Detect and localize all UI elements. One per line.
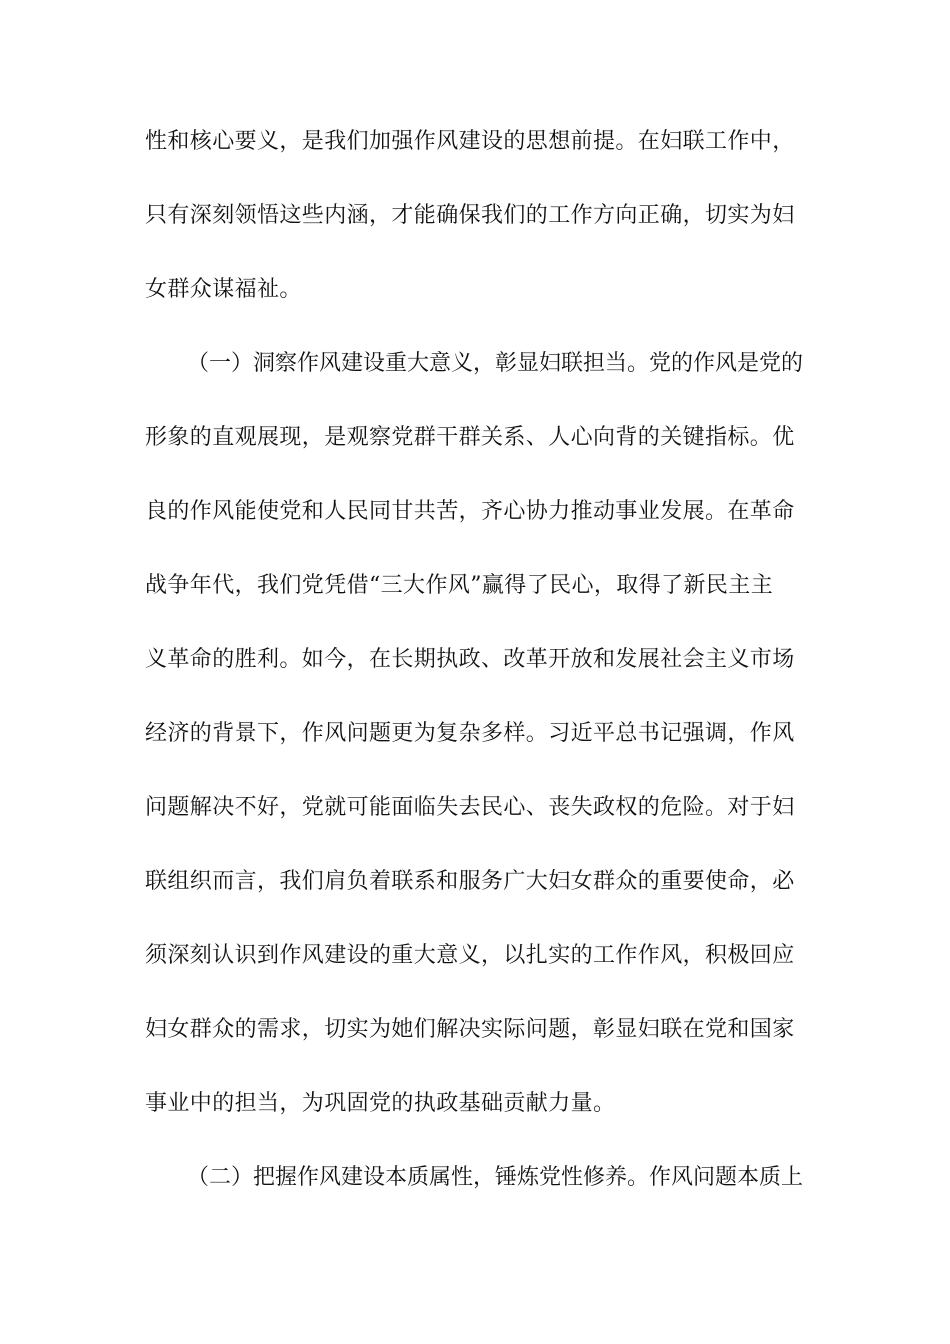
text-line: 联组织而言，我们肩负着联系和服务广大妇女群众的重要使命，必 [145, 869, 795, 894]
text-line: 妇女群众的需求，切实为她们解决实际问题，彰显妇联在党和国家 [145, 1017, 795, 1042]
text-line: 性和核心要义，是我们加强作风建设的思想前提。在妇联工作中， [145, 129, 795, 154]
paragraph-heading-1: （一）洞察作风建设重大意义，彰显妇联担当。党的作风是党的 [187, 351, 804, 376]
text-line: 战争年代，我们党凭借“三大作风”赢得了民心，取得了新民主主 [145, 573, 774, 598]
text-line: 事业中的担当，为巩固党的执政基础贡献力量。 [145, 1091, 616, 1116]
text-line: 形象的直观展现，是观察党群干群关系、人心向背的关键指标。优 [145, 425, 795, 450]
text-line: 经济的背景下，作风问题更为复杂多样。习近平总书记强调，作风 [145, 721, 795, 746]
paragraph-heading-2: （二）把握作风建设本质属性，锤炼党性修养。作风问题本质上 [187, 1165, 804, 1190]
text-line: 须深刻认识到作风建设的重大意义，以扎实的工作作风，积极回应 [145, 943, 795, 968]
text-line: 问题解决不好，党就可能面临失去民心、丧失政权的危险。对于妇 [145, 795, 795, 820]
text-line: 良的作风能使党和人民同甘共苦，齐心协力推动事业发展。在革命 [145, 499, 795, 524]
text-line: 义革命的胜利。如今，在长期执政、改革开放和发展社会主义市场 [145, 647, 795, 672]
text-line: 女群众谋福祉。 [145, 277, 302, 302]
text-line: 只有深刻领悟这些内涵，才能确保我们的工作方向正确，切实为妇 [145, 203, 795, 228]
